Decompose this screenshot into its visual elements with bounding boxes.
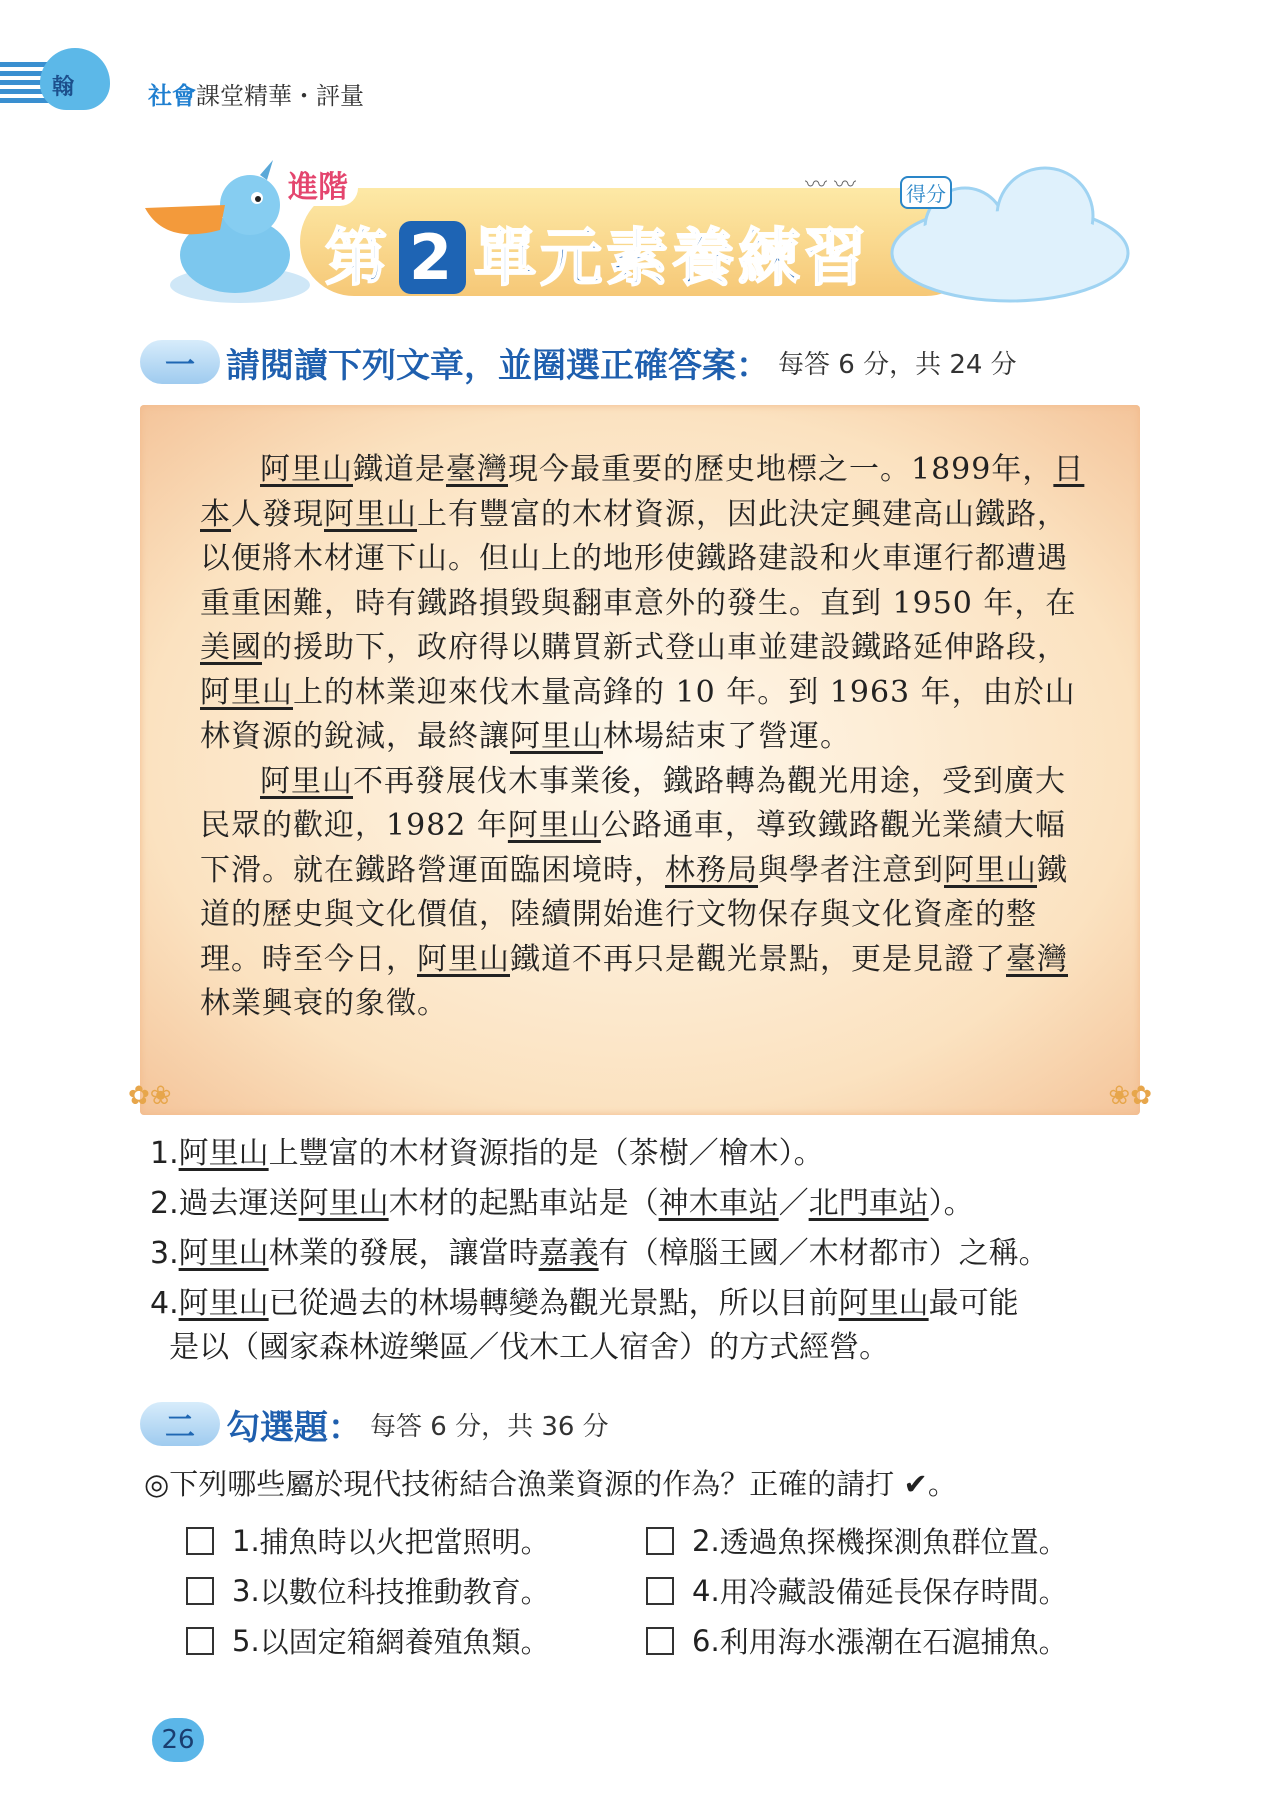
option-text: 用冷藏設備延長保存時間。 — [719, 1575, 1068, 1609]
section2-header — [140, 1395, 609, 1453]
option-number: 4. — [692, 1573, 720, 1608]
flying-birds-icon: 〰 〰 — [805, 173, 856, 198]
passage-paragraph: 阿里山不再發展伐木事業後，鐵路轉為觀光用途，受到廣大民眾的歡迎，1982 年阿里山公路通車，導致鐵路觀光業績大幅下滑。就在鐵路營運面臨困境時，林務局與學者注意到阿里山鐵道的歷史與文化價值，陸續開始進行文物保存與文化資產的整理。時至今日，阿里山鐵道不再只是觀光景點，更是見證了臺灣林業興衰的象徵。 — [200, 763, 1068, 1021]
option-number: 3. — [232, 1573, 260, 1608]
unit-title-suffix: 單元素養練習 — [474, 221, 871, 294]
header-title-text: 課堂精華・評量 — [196, 82, 364, 110]
checkbox[interactable] — [646, 1527, 674, 1555]
option-3 — [186, 1570, 550, 1611]
option-number: 1. — [232, 1523, 260, 1558]
checkbox[interactable] — [186, 1627, 214, 1655]
checkbox[interactable] — [646, 1627, 674, 1655]
flower-vine-icon: ❀✿ — [1108, 1081, 1152, 1111]
passage-paragraph: 阿里山鐵道是臺灣現今最重要的歷史地標之一。1899年，日本人發現阿里山上有豐富的木材資源，因此決定興建高山鐵路，以便將木材運下山。但山上的地形使鐵路建設和火車運行都遭遇重重困難，時有鐵路損毀與翻車意外的發生。直到 1950 年，在美國的援助下，政府得以購買新式登山車並建設鐵路延伸路段，阿里山上的林業迎來伐木量高鋒的 10 年。到 1963 年，由於山林資源的銳減，最終讓阿里山林場結束了營運。 — [200, 452, 1085, 754]
option-2 — [646, 1520, 1068, 1561]
header-title — [148, 76, 364, 111]
reading-passage — [200, 448, 1090, 1027]
checkbox[interactable] — [186, 1527, 214, 1555]
option-6 — [646, 1620, 1068, 1661]
unit-number: 2 — [399, 221, 466, 294]
section2-badge: 二 — [140, 1402, 220, 1446]
option-text: 利用海水漲潮在石滬捕魚。 — [719, 1625, 1068, 1659]
option-number: 5. — [232, 1623, 260, 1658]
section2-points: 每答 6 分，共 36 分 — [370, 1411, 609, 1442]
section2-prompt: ◎下列哪些屬於現代技術結合漁業資源的作為？正確的請打 ✔。 — [144, 1467, 957, 1501]
option-text: 以固定箱網養殖魚類。 — [259, 1625, 550, 1659]
section1-badge: 一 — [140, 340, 220, 384]
score-label: 得分 — [900, 176, 952, 209]
header-brand: 社會 — [148, 82, 196, 110]
option-number: 2. — [692, 1523, 720, 1558]
section2-label: 勾選題： — [226, 1407, 362, 1448]
advanced-tag: 進階 — [278, 162, 358, 206]
option-4 — [646, 1570, 1068, 1611]
question-4: 4.阿里山已從過去的林場轉變為觀光景點，所以目前阿里山最可能 是以（國家森林遊樂區／伐木工人宿舍）的方式經營。 — [150, 1286, 1019, 1365]
option-text: 以數位科技推動教育。 — [259, 1575, 550, 1609]
whale-logo-text: 翰 — [52, 74, 75, 100]
flower-vine-icon: ✿❀ — [128, 1081, 172, 1111]
unit-title-prefix: 第 — [325, 221, 392, 294]
section1-header — [140, 333, 1017, 391]
section1-points: 每答 6 分，共 24 分 — [778, 349, 1017, 380]
unit-title — [325, 208, 870, 297]
option-number: 6. — [692, 1623, 720, 1658]
section1-label: 請閱讀下列文章，並圈選正確答案： — [226, 345, 770, 386]
checkbox[interactable] — [646, 1577, 674, 1605]
whale-logo-icon — [40, 48, 110, 110]
option-5 — [186, 1620, 550, 1661]
question-3: 3.阿里山林業的發展，讓當時嘉義有（樟腦王國／木材都市）之稱。 — [150, 1236, 1049, 1271]
option-text: 捕魚時以火把當照明。 — [259, 1525, 550, 1559]
option-text: 透過魚探機探測魚群位置。 — [719, 1525, 1068, 1559]
checkbox[interactable] — [186, 1577, 214, 1605]
question-1: 1.阿里山上豐富的木材資源指的是（茶樹／檜木）。 — [150, 1136, 824, 1171]
option-1 — [186, 1520, 550, 1561]
page-number: 26 — [152, 1718, 204, 1762]
question-2: 2.過去運送阿里山木材的起點車站是（神木車站／北門車站）。 — [150, 1186, 974, 1221]
